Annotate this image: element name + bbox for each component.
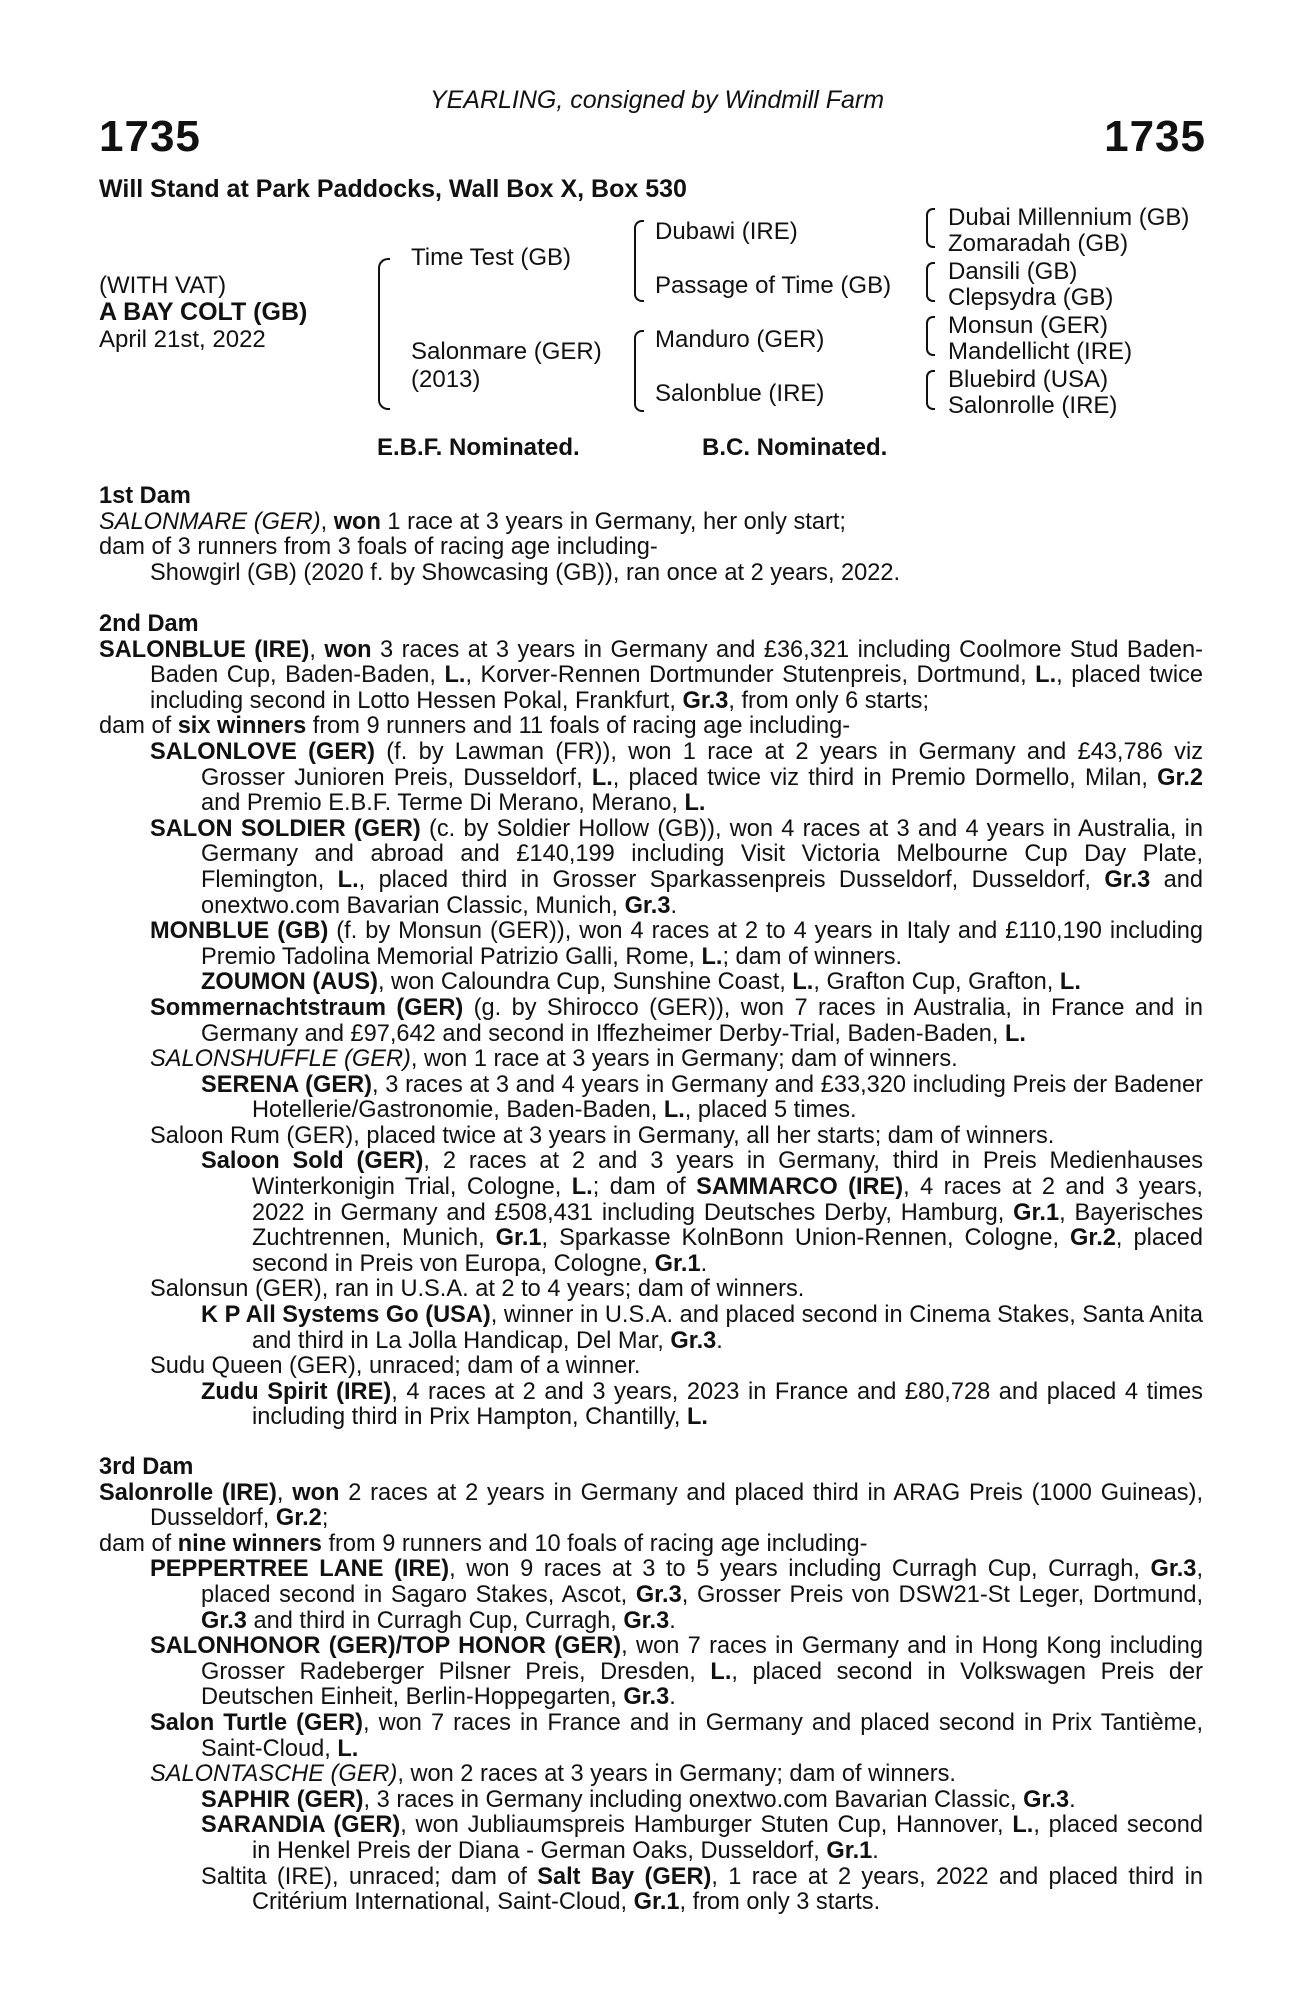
second-dam-heading: 2nd Dam xyxy=(99,611,199,637)
produce-monblue: MONBLUE (GB) (f. by Monsun (GER)), won 4 races at 2 to 4 years in Italy and £110,190 including Premio Tadolina Memorial Patrizio Galli, Rome, L.; dam of winners. xyxy=(150,918,1203,970)
pedigree-brace-main xyxy=(378,258,390,410)
produce-sarandia: SARANDIA (GER), won Jubliaumspreis Hamburger Stuten Cup, Hannover, L., placed second in Henkel Preis der Diana - German Oaks, Dusseldorf, Gr.1. xyxy=(201,1812,1203,1864)
pedigree-sdd: Clepsydra (GB) xyxy=(948,284,1114,311)
pedigree-brace-dd xyxy=(926,370,935,410)
pedigree-ss: Dubawi (IRE) xyxy=(655,218,798,245)
produce-serena: SERENA (GER), 3 races at 3 and 4 years in Germany and £33,320 including Preis der Badener Hotellerie/Gastronomie, Baden-Baden, L., placed 5 times. xyxy=(201,1071,1203,1124)
produce-peppertree-lane: PEPPERTREE LANE (IRE), won 9 races at 3 to 5 years including Curragh Cup, Curragh, Gr.3, placed second in Sagaro Stakes, Ascot, Gr.3, Grosser Preis von DSW21-St Leger, Dortmund, Gr.3 and third in Curragh Cup, Curragh, Gr.3. xyxy=(150,1556,1204,1634)
produce-salonhonor: SALONHONOR (GER)/TOP HONOR (GER), won 7 races in Germany and in Hong Kong including Grosser Radeberger Pilsner Preis, Dresden, L., placed second in Volkswagen Preis der Deutschen Einheit, Berlin-Hoppegarten, Gr.3. xyxy=(150,1633,1203,1711)
pedigree-dss: Monsun (GER) xyxy=(948,312,1109,339)
bc-nomination: B.C. Nominated. xyxy=(702,434,888,461)
pedigree-brace-dam xyxy=(634,330,644,412)
pedigree-ssd: Zomaradah (GB) xyxy=(948,230,1129,257)
horse-dob: April 21st, 2022 xyxy=(99,326,266,353)
first-dam-record: SALONMARE (GER), won 1 race at 3 years in Germany, her only start; xyxy=(99,508,846,535)
pedigree-dds: Bluebird (USA) xyxy=(948,366,1109,393)
pedigree-ddd: Salonrolle (IRE) xyxy=(948,392,1118,419)
pedigree-dd: Salonblue (IRE) xyxy=(655,380,825,407)
produce-salon-soldier: SALON SOLDIER (GER) (c. by Soldier Hollow (GB)), won 4 races at 3 and 4 years in Australia, in Germany and abroad and £140,199 including Visit Victoria Melbourne Cup Day Plate, Flemington, L., placed third in Grosser Sparkassenpreis Dusseldorf, Dusseldorf, Gr.3 and onextwo.com Bavarian Classic, Munich, Gr.3. xyxy=(150,815,1203,919)
lot-number-left: 1735 xyxy=(99,112,201,161)
pedigree-sd: Passage of Time (GB) xyxy=(655,272,892,299)
second-dam-record: SALONBLUE (IRE), won 3 races at 3 years in Germany and £36,321 including Coolmore Stud Baden-Baden Cup, Baden-Baden, L., Korver-Rennen Dortmunder Stutenpreis, Dortmund, L., placed twice including second in Lotto Hessen Pokal, Frankfurt, Gr.3, from only 6 starts; xyxy=(99,636,1203,714)
pedigree-sire: Time Test (GB) xyxy=(411,244,572,271)
first-dam-heading: 1st Dam xyxy=(99,483,191,509)
first-dam-foal: Showgirl (GB) (2020 f. by Showcasing (GB)), ran once at 2 years, 2022. xyxy=(150,559,901,586)
second-dam-produce: dam of six winners from 9 runners and 11 foals of racing age including- xyxy=(99,713,851,740)
first-dam-section xyxy=(99,484,1203,586)
third-dam-produce: dam of nine winners from 9 runners and 10 foals of racing age including- xyxy=(99,1530,868,1557)
produce-saphir: SAPHIR (GER), 3 races in Germany including onextwo.com Bavarian Classic, Gr.3. xyxy=(201,1786,1076,1813)
horse-name: A BAY COLT (GB) xyxy=(99,298,308,326)
pedigree-ds: Manduro (GER) xyxy=(655,326,825,353)
produce-salonlove: SALONLOVE (GER) (f. by Lawman (FR)), won 1 race at 2 years in Germany and £43,786 viz Grosser Junioren Preis, Dusseldorf, L., placed twice viz third in Premio Dormello, Milan, Gr.2 and Premio E.B.F. Terme Di Merano, Merano, L. xyxy=(150,738,1204,817)
third-dam-record: Salonrolle (IRE), won 2 races at 2 years in Germany and placed third in ARAG Preis (1000 Guineas), Dusseldorf, Gr.2; xyxy=(99,1479,1203,1532)
produce-salonsun: Salonsun (GER), ran in U.S.A. at 2 to 4 years; dam of winners. xyxy=(150,1276,805,1303)
pedigree-brace-ds xyxy=(926,316,935,356)
third-dam-section xyxy=(99,1455,1203,1916)
produce-salontasche: SALONTASCHE (GER), won 2 races at 3 years in Germany; dam of winners. xyxy=(150,1761,956,1788)
ebf-nomination: E.B.F. Nominated. xyxy=(377,434,580,461)
produce-salonshuffle: SALONSHUFFLE (GER), won 1 race at 3 years in Germany; dam of winners. xyxy=(150,1046,958,1073)
pedigree-brace-sire xyxy=(634,220,644,302)
pedigree-brace-ss xyxy=(926,208,935,248)
produce-zoumon: ZOUMON (AUS), won Caloundra Cup, Sunshine Coast, L., Grafton Cup, Grafton, L. xyxy=(201,969,1081,996)
pedigree-brace-sd xyxy=(926,262,935,302)
produce-saltita: Saltita (IRE), unraced; dam of Salt Bay (GER), 1 race at 2 years, 2022 and placed third in Critérium International, Saint-Cloud, Gr.1, from only 3 starts. xyxy=(201,1863,1203,1916)
pedigree-dam: Salonmare (GER) xyxy=(411,338,602,365)
vat-note: (WITH VAT) xyxy=(99,272,227,299)
produce-zudu-spirit: Zudu Spirit (IRE), 4 races at 2 and 3 years, 2023 in France and £80,728 and placed 4 times including third in Prix Hampton, Chantilly, L. xyxy=(201,1378,1203,1431)
pedigree-dam-year: (2013) xyxy=(411,366,481,393)
pedigree-sds: Dansili (GB) xyxy=(948,258,1078,285)
produce-saloon-rum: Saloon Rum (GER), placed twice at 3 years in Germany, all her starts; dam of winners. xyxy=(150,1122,1055,1149)
stand-location: Will Stand at Park Paddocks, Wall Box X, Box 530 xyxy=(99,175,687,203)
lot-number-right: 1735 xyxy=(1104,112,1206,161)
produce-kp-all-systems-go: K P All Systems Go (USA), winner in U.S.A. and placed second in Cinema Stakes, Santa Anita and third in La Jolla Handicap, Del Mar, Gr.3. xyxy=(201,1302,1204,1354)
produce-sommernachtstraum: Sommernachtstraum (GER) (g. by Shirocco (GER)), won 7 races in Australia, in France and in Germany and £97,642 and second in Iffezheimer Derby-Trial, Baden-Baden, L. xyxy=(150,994,1203,1047)
pedigree-sss: Dubai Millennium (GB) xyxy=(948,204,1190,231)
produce-sudu-queen: Sudu Queen (GER), unraced; dam of a winner. xyxy=(150,1353,641,1380)
second-dam-section xyxy=(99,612,1203,1431)
produce-saloon-sold: Saloon Sold (GER), 2 races at 2 and 3 years in Germany, third in Preis Medienhauses Winterkonigin Trial, Cologne, L.; dam of SAMMARCO (IRE), 4 races at 2 and 3 years, 2022 in Germany and £508,431 including Deutsches Derby, Hamburg, Gr.1, Bayerisches Zuchtrennen, Munich, Gr.1, Sparkasse KolnBonn Union-Rennen, Cologne, Gr.2, placed second in Preis von Europa, Cologne, Gr.1. xyxy=(201,1148,1204,1277)
third-dam-heading: 3rd Dam xyxy=(99,1454,194,1480)
consignment-title: YEARLING, consigned by Windmill Farm xyxy=(429,86,885,114)
first-dam-produce: dam of 3 runners from 3 foals of racing age including- xyxy=(99,534,658,561)
pedigree-dsd: Mandellicht (IRE) xyxy=(948,338,1133,365)
produce-salon-turtle: Salon Turtle (GER), won 7 races in France and in Germany and placed second in Prix Tantième, Saint-Cloud, L. xyxy=(150,1709,1203,1762)
